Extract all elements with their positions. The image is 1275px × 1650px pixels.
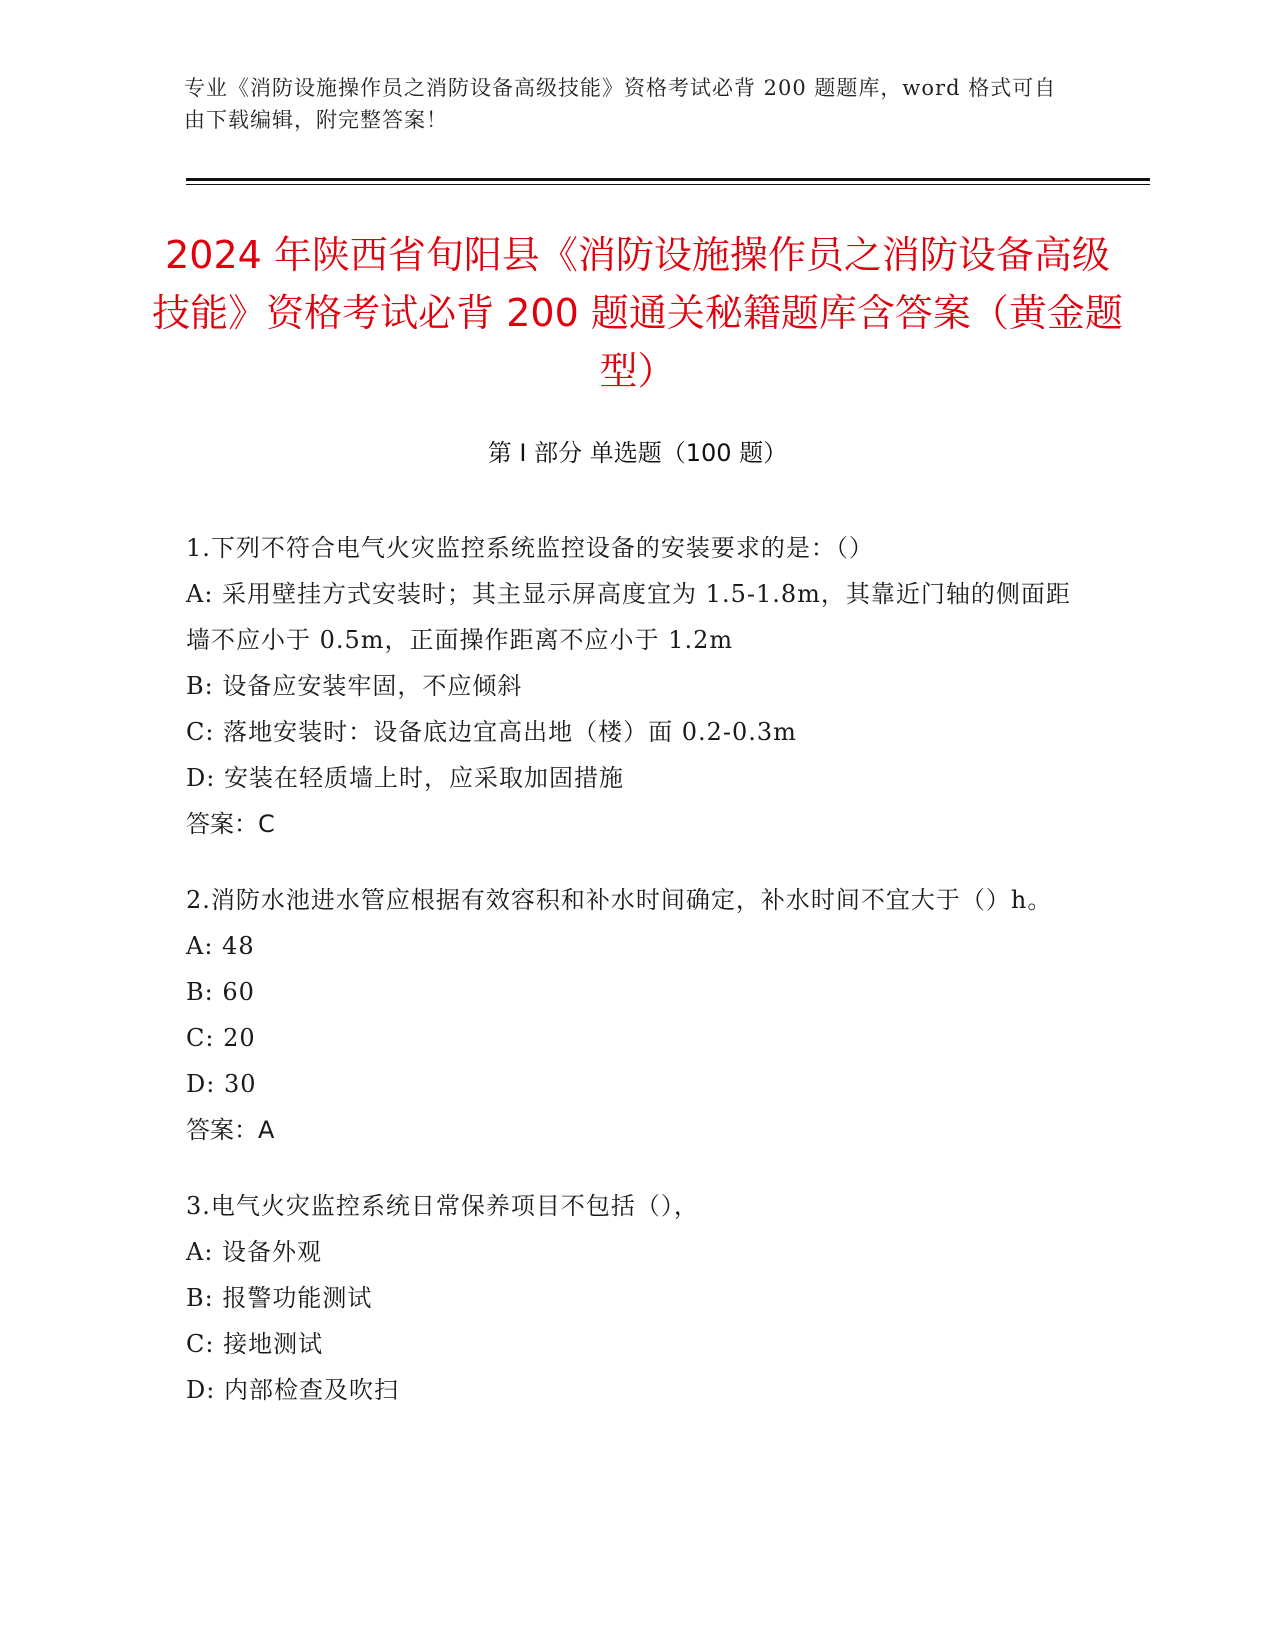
document-title: 2024 年陕西省旬阳县《消防设施操作员之消防设备高级技能》资格考试必背 200 题通关秘籍题库含答案（黄金题型） <box>152 233 1123 393</box>
option-c: C: 20 <box>186 1024 256 1052</box>
answer-label: 答案：C <box>186 810 275 838</box>
option-b: B: 设备应安装牢固，不应倾斜 <box>186 672 523 700</box>
option-c: C: 落地安装时：设备底边宜高出地（楼）面 0.2-0.3m <box>186 718 797 746</box>
header-divider-thick <box>186 178 1150 181</box>
header-divider-thin <box>186 184 1150 185</box>
option-d: D: 30 <box>186 1070 257 1098</box>
answer-label: 答案：A <box>186 1116 275 1144</box>
option-d: D: 安装在轻质墙上时，应采取加固措施 <box>186 764 624 792</box>
section-heading: 第 I 部分 单选题（100 题） <box>487 439 788 467</box>
option-a: A: 48 <box>186 932 255 960</box>
option-a: A: 采用壁挂方式安装时；其主显示屏高度宜为 1.5-1.8m，其靠近门轴的侧面距墙不应小于 0.5m，正面操作距离不应小于 1.2m <box>186 580 1071 654</box>
question-item <box>186 877 1086 1153</box>
question-stem: 2.消防水池进水管应根据有效容积和补水时间确定，补水时间不宜大于（）h。 <box>186 886 1053 914</box>
question-stem: 3.电气火灾监控系统日常保养项目不包括（）， <box>186 1192 699 1220</box>
option-a: A: 设备外观 <box>186 1238 323 1266</box>
question-item <box>186 1183 1086 1413</box>
question-item <box>186 525 1086 847</box>
option-d: D: 内部检查及吹扫 <box>186 1376 399 1404</box>
question-stem: 1.下列不符合电气火灾监控系统监控设备的安装要求的是：（） <box>186 534 874 562</box>
header-note: 专业《消防设施操作员之消防设备高级技能》资格考试必背 200 题题库，word 格式可自由下载编辑，附完整答案！ <box>184 76 1057 132</box>
option-b: B: 60 <box>186 978 255 1006</box>
option-c: C: 接地测试 <box>186 1330 324 1358</box>
question-list <box>186 525 1086 1443</box>
option-b: B: 报警功能测试 <box>186 1284 373 1312</box>
